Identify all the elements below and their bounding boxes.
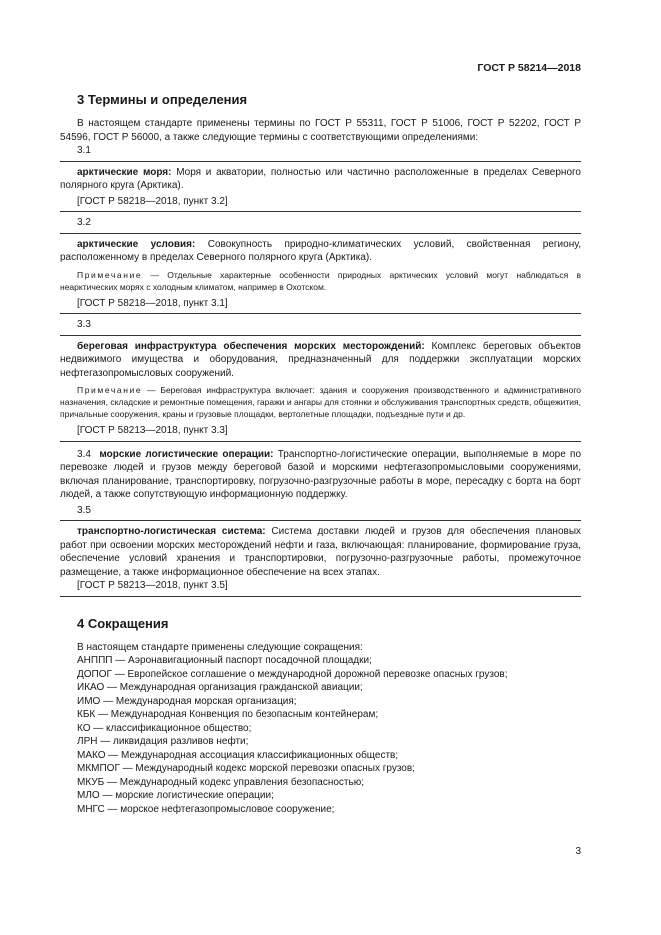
list-item: МНГС — морское нефтегазопромысловое сооружение;: [77, 803, 335, 815]
term-reference: [ГОСТ Р 58213—2018, пункт 3.3]: [77, 425, 228, 436]
list-item: ДОПОГ — Европейское соглашение о международной дорожной перевозке опасных грузов;: [77, 668, 508, 680]
term-note: [60, 269, 581, 293]
section-4-intro: В настоящем стандарте применены следующие сокращения:: [77, 641, 363, 653]
term-box-3-3: [60, 335, 581, 442]
term-paragraph: [60, 525, 581, 579]
section-4-title: 4 Сокращения: [77, 615, 169, 631]
note-label: Примечание: [77, 269, 143, 280]
term-note: [60, 384, 581, 420]
list-item: ИМО — Международная морская организация;: [77, 695, 297, 707]
list-item: КБК — Международная Конвенция по безопасным контейнерам;: [77, 709, 379, 720]
list-item: МАКО — Международная ассоциация классификационных обществ;: [77, 749, 399, 761]
term-name: морские логистические операции:: [99, 448, 274, 460]
list-item: МЛО — морские логистические операции;: [77, 790, 274, 801]
page-content: [60, 91, 581, 816]
term-number: 3.2: [77, 217, 91, 228]
term-reference: [ГОСТ Р 58213—2018, пункт 3.5]: [77, 580, 228, 591]
note-label: Примечание: [77, 385, 143, 395]
note-text: — Отдельные характерные особенности природных арктических условий могут наблюдаться в неарктических морях с холодным климатом, например в Охотском.: [60, 269, 581, 292]
list-item: ЛРН — ликвидация разливов нефти;: [77, 736, 249, 747]
list-item: МКУБ — Международный кодекс управления безопасностью;: [77, 776, 364, 788]
list-item: АНППП — Аэронавигационный паспорт посадочной площадки;: [77, 655, 372, 666]
list-item: ИКАО — Международная организация гражданской авиации;: [77, 682, 363, 693]
term-number: 3.4: [77, 448, 91, 460]
list-item: КО — классификационное общество;: [77, 722, 252, 734]
document-code: ГОСТ Р 58214—2018: [477, 62, 581, 74]
term-definition: Совокупность природно-климатических условий, свойственная региону, расположенному в пределах Северного полярного круга (Арктика).: [60, 238, 582, 263]
term-name: транспортно-логистическая система:: [77, 526, 266, 537]
term-definition: Комплекс береговых объектов недвижимого имущества и оборудования, предназначенный для поддержки эксплуатации морских нефтегазопромысловых сооружений.: [60, 340, 581, 379]
term-reference: [ГОСТ Р 58218—2018, пункт 3.2]: [77, 195, 228, 207]
abbreviation-list: [60, 641, 581, 817]
term-name: арктические моря:: [77, 166, 172, 178]
term-number: 3.5: [77, 504, 91, 516]
term-paragraph-3-4: [60, 448, 581, 502]
term-number: 3.1: [77, 145, 91, 156]
term-reference: [ГОСТ Р 58218—2018, пункт 3.1]: [77, 297, 228, 309]
term-paragraph: [60, 166, 581, 193]
term-box-3-1: [60, 161, 581, 213]
term-box-3-2: [60, 233, 581, 315]
term-box-3-5: [60, 520, 581, 597]
section-3-intro: В настоящем стандарте применены термины по ГОСТ Р 55311, ГОСТ Р 51006, ГОСТ Р 52202, ГОСТ Р 54596, ГОСТ Р 56000, а также следующие термины с соответствующими определениями:: [60, 118, 581, 143]
term-paragraph: [60, 238, 581, 265]
term-name: береговая инфраструктура обеспечения морских месторождений:: [77, 340, 425, 352]
term-definition: Моря и акватории, полностью или частично расположенные в пределах Северного полярного круга (Арктика).: [60, 166, 581, 191]
term-number: 3.3: [77, 319, 91, 330]
page-number: 3: [575, 846, 581, 857]
note-text: — Береговая инфраструктура включает: здания и сооружения производственного и административного назначения, складские и ремонтные помещения, гаражи и ангары для стоянки и обслуживания транспортных средств, общежития, причальные сооружения, краны и грузовые площадки, вертолетные площадки, подъездные пути и др.: [60, 385, 581, 419]
list-item: МКМПОГ — Международный кодекс морской перевозки опасных грузов;: [77, 763, 415, 774]
term-definition: Транспортно-логистические операции, выполняемые в море по перевозке людей и грузов между береговой базой и морскими нефтегазопромысловыми сооружениями, включая планирование, транспортировку, погрузочно-разгрузочные работы в море, пересадку с борта на борт людей, а также сопутствующую информационную поддержку.: [60, 448, 582, 500]
term-paragraph: [60, 340, 581, 381]
term-definition: Система доставки людей и грузов для обеспечения плановых работ при освоении морских месторождений нефти и газа, включающая: планирование, формирование груза, обеспечение условий хранения и транспортировки, погрузочно-разгрузочные работы, промежуточное размещение, а также информационное обеспечение на всех этапах.: [60, 526, 581, 578]
term-name: арктические условия:: [77, 238, 196, 250]
section-3-title: 3 Термины и определения: [77, 92, 248, 107]
